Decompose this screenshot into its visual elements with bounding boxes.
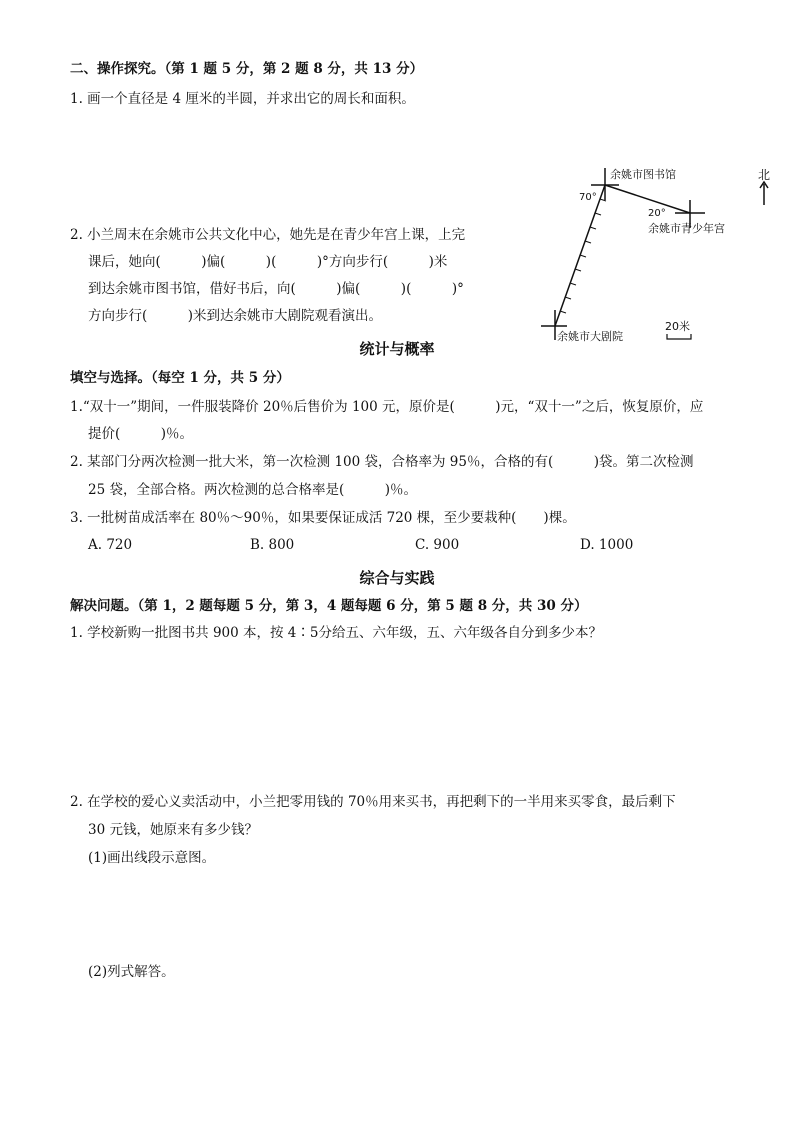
practice-question-2-line-2: 30 元钱，她原来有多少钱？ <box>88 822 258 838</box>
question-1: 1. 画一个直径是 4 厘米的半圆，并求出它的周长和面积。 <box>70 91 415 107</box>
stats-heading: 填空与选择。（每空 1 分，共 5 分） <box>70 370 290 386</box>
angle-20-label: 20° <box>648 208 666 219</box>
stats-title: 统计与概率 <box>359 340 435 358</box>
option-d: D. 1000 <box>580 537 634 553</box>
stats-question-3: 3. 一批树苗成活率在 80％～90％，如果要保证成活 720 棵，至少要栽种( )棵。 <box>70 510 576 526</box>
theater-label: 余姚市大剧院 <box>557 330 623 343</box>
section-heading: 二、操作探究。（第 1 题 5 分，第 2 题 8 分，共 13 分） <box>70 61 424 77</box>
option-a: A. 720 <box>88 537 133 553</box>
practice-question-2-part-2: (2)列式解答。 <box>88 964 175 980</box>
question-2-line-4: 方向步行( )米到达余姚市大剧院观看演出。 <box>88 308 383 324</box>
practice-title: 综合与实践 <box>359 569 435 587</box>
question-2-line-1: 2. 小兰周末在余姚市公共文化中心，她先是在青少年宫上课，上完 <box>70 227 466 243</box>
practice-question-2-part-1: (1)画出线段示意图。 <box>88 850 216 866</box>
stats-question-1-line-2: 提价( )％。 <box>88 426 194 442</box>
stats-question-2-line-2: 25 袋，全部合格。两次检测的总合格率是( )％。 <box>88 482 418 498</box>
practice-question-2-line-1: 2. 在学校的爱心义卖活动中，小兰把零用钱的 70％用来买书，再把剩下的一半用来买零食，最后剩下 <box>70 794 676 810</box>
option-c: C. 900 <box>415 537 460 553</box>
option-b: B. 800 <box>250 537 295 553</box>
youth-palace-label: 余姚市青少年宫 <box>648 222 725 235</box>
route-map <box>535 160 780 355</box>
scale-label: 20米 <box>665 320 690 333</box>
angle-70-label: 70° <box>579 192 597 203</box>
library-label: 余姚市图书馆 <box>610 168 676 181</box>
stats-question-1-line-1: 1.“双十一”期间，一件服装降价 20％后售价为 100 元，原价是( )元，“双十一”之后，恢复原价，应 <box>70 399 704 415</box>
question-2-line-3: 到达余姚市图书馆，借好书后，向( )偏( )( )° <box>88 281 464 297</box>
question-2-line-2: 课后，她向( )偏( )( )°方向步行( )米 <box>88 254 448 270</box>
practice-heading: 解决问题。（第 1，2 题每题 5 分，第 3，4 题每题 6 分，第 5 题 8 分，共 30 分） <box>70 598 588 614</box>
practice-question-1: 1. 学校新购一批图书共 900 本，按 4∶5分给五、六年级，五、六年级各自分到多少本？ <box>70 625 602 641</box>
stats-question-2-line-1: 2. 某部门分两次检测一批大米，第一次检测 100 袋，合格率为 95％，合格的有( )袋。第二次检测 <box>70 454 694 470</box>
north-label: 北 <box>758 168 771 182</box>
